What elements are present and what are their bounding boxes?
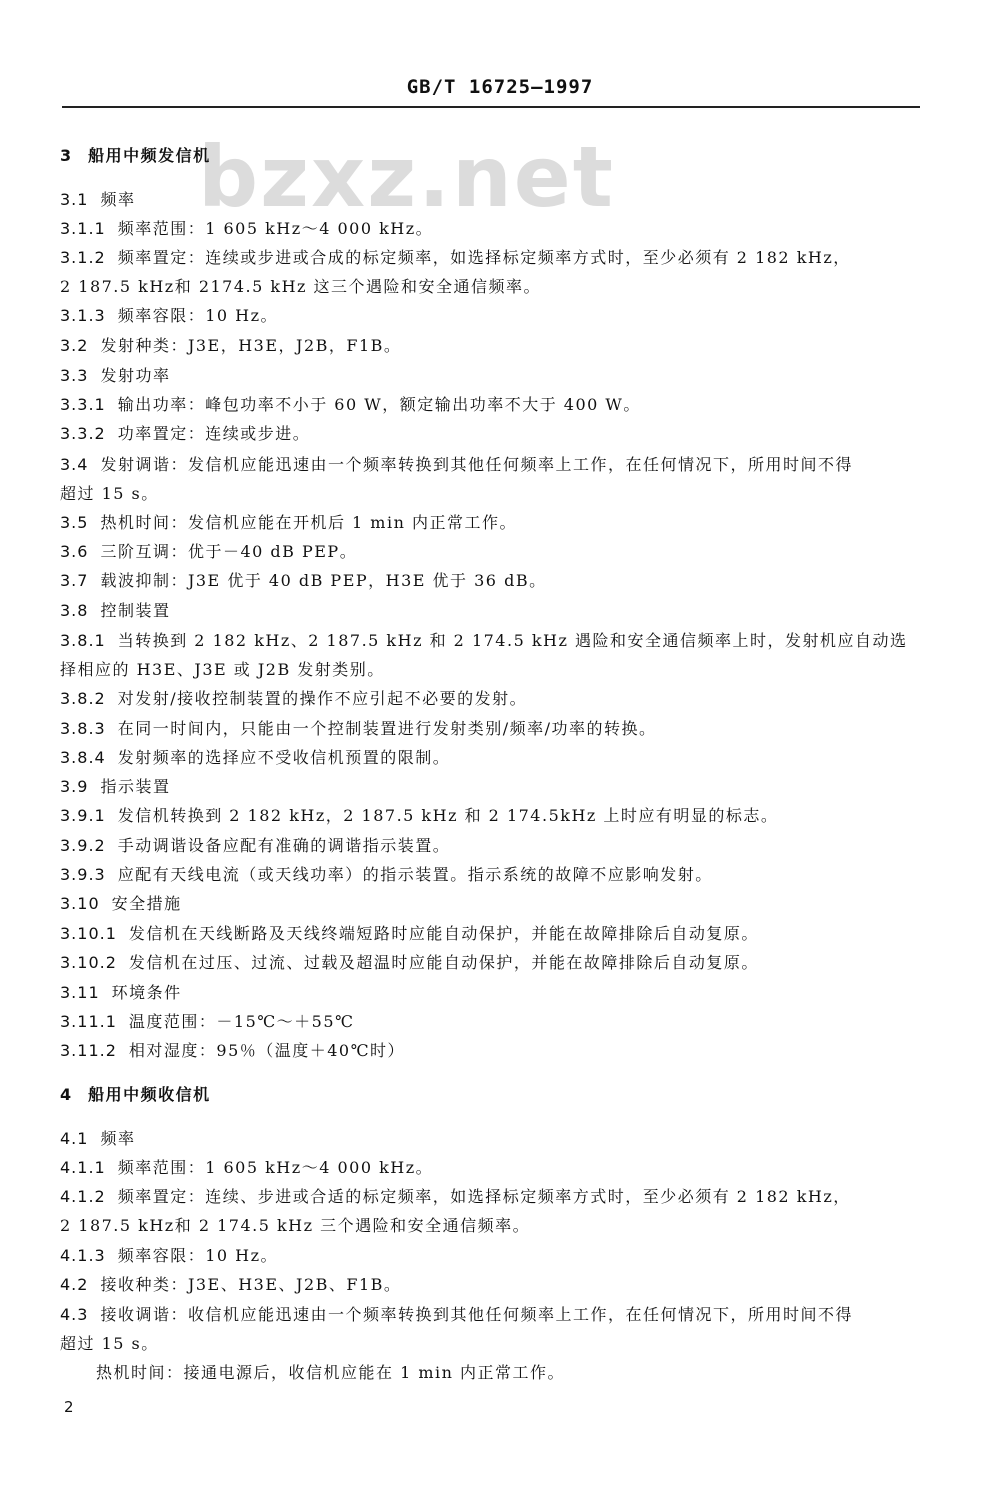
page-number: 2 [64, 1398, 74, 1416]
clause-continuation: 超过 15 s。 [60, 1334, 159, 1353]
clause-line: 4.3 接收调谐：收信机应能迅速由一个频率转换到其他任何频率上工作，在任何情况下，所用时间不得 [60, 1305, 853, 1324]
clause-continuation: 择相应的 H3E、J3E 或 J2B 发射类别。 [60, 660, 385, 679]
clause-line: 3.4 发射调谐：发信机应能迅速由一个频率转换到其他任何频率上工作，在任何情况下，所用时间不得 [60, 455, 853, 474]
clause-line: 3.11.1 温度范围：－15℃～＋55℃ [60, 1012, 355, 1031]
clause-line: 3.3.2 功率置定：连续或步进。 [60, 424, 311, 443]
section-heading: 4 船用中频收信机 [60, 1085, 211, 1104]
clause-line: 3.9.1 发信机转换到 2 182 kHz，2 187.5 kHz 和 2 174.5kHz 上时应有明显的标志。 [60, 806, 779, 825]
subsection-heading: 3.11 环境条件 [60, 983, 182, 1002]
subsection-heading: 4.1 频率 [60, 1129, 136, 1148]
clause-continuation: 2 187.5 kHz和 2174.5 kHz 这三个遇险和安全通信频率。 [60, 277, 542, 296]
clause-line: 3.7 载波抑制：J3E 优于 40 dB PEP，H3E 优于 36 dB。 [60, 571, 547, 590]
subsection-heading: 3.3 发射功率 [60, 366, 171, 385]
clause-line: 3.1.3 频率容限：10 Hz。 [60, 306, 279, 325]
subsection-heading: 3.10 安全措施 [60, 894, 182, 913]
clause-line: 3.5 热机时间：发信机应能在开机后 1 min 内正常工作。 [60, 513, 517, 532]
clause-line: 4.1.3 频率容限：10 Hz。 [60, 1246, 279, 1265]
clause-continuation: 超过 15 s。 [60, 484, 159, 503]
clause-line: 3.8.4 发射频率的选择应不受收信机预置的限制。 [60, 748, 451, 767]
clause-line: 3.8.2 对发射/接收控制装置的操作不应引起不必要的发射。 [60, 689, 528, 708]
clause-continuation: 2 187.5 kHz和 2 174.5 kHz 三个遇险和安全通信频率。 [60, 1216, 531, 1235]
clause-line: 3.10.1 发信机在天线断路及天线终端短路时应能自动保护，并能在故障排除后自动复原。 [60, 924, 759, 943]
clause-line: 3.10.2 发信机在过压、过流、过载及超温时应能自动保护，并能在故障排除后自动复原。 [60, 953, 759, 972]
header-rule [62, 106, 920, 108]
section-heading: 3 船用中频发信机 [60, 146, 211, 165]
clause-line: 3.9.3 应配有天线电流（或天线功率）的指示装置。指示系统的故障不应影响发射。 [60, 865, 713, 884]
clause-line: 4.1.1 频率范围：1 605 kHz～4 000 kHz。 [60, 1158, 434, 1177]
subsection-heading: 3.8 控制装置 [60, 601, 171, 620]
watermark: bzxz.net [198, 128, 615, 226]
clause-line: 3.9.2 手动调谐设备应配有准确的调谐指示装置。 [60, 836, 451, 855]
clause-line: 3.6 三阶互调：优于－40 dB PEP。 [60, 542, 358, 561]
clause-line: 4.1.2 频率置定：连续、步进或合适的标定频率，如选择标定频率方式时，至少必须有 2 182 kHz， [60, 1187, 851, 1206]
page-header: GB/T 16725—1997 [406, 76, 594, 98]
clause-line: 热机时间：接通电源后，收信机应能在 1 min 内正常工作。 [96, 1363, 566, 1382]
subsection-heading: 3.1 频率 [60, 190, 136, 209]
clause-line: 3.1.2 频率置定：连续或步进或合成的标定频率，如选择标定频率方式时，至少必须有 2 182 kHz， [60, 248, 851, 267]
clause-line: 3.3.1 输出功率：峰包功率不小于 60 W，额定输出功率不大于 400 W。 [60, 395, 641, 414]
clause-line: 3.11.2 相对湿度：95％（温度＋40℃时） [60, 1041, 406, 1060]
subsection-heading: 3.9 指示装置 [60, 777, 171, 796]
clause-line: 4.2 接收种类：J3E、H3E、J2B、F1B。 [60, 1275, 402, 1294]
clause-line: 3.1.1 频率范围：1 605 kHz～4 000 kHz。 [60, 219, 434, 238]
clause-line: 3.2 发射种类：J3E，H3E，J2B，F1B。 [60, 336, 402, 355]
clause-line: 3.8.1 当转换到 2 182 kHz、2 187.5 kHz 和 2 174.5 kHz 遇险和安全通信频率上时，发射机应自动选 [60, 631, 908, 650]
clause-line: 3.8.3 在同一时间内，只能由一个控制装置进行发射类别/频率/功率的转换。 [60, 719, 657, 738]
